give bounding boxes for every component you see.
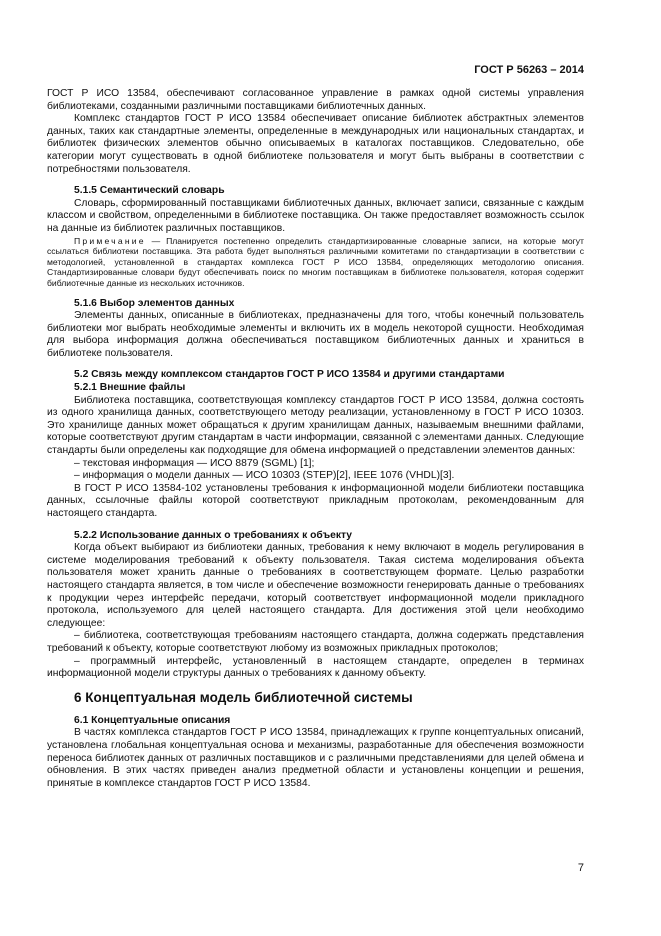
paragraph: Словарь, сформированный поставщиками библиотечных данных, включает записи, связанные с каждым классом и свойством, определенными в библиотеке поставщика. Он также предоставляет возможность ссылок на данные из библиотек различных поставщиков.	[47, 197, 584, 234]
page-number: 7	[577, 862, 584, 874]
paragraph: В ГОСТ Р ИСО 13584-102 установлены требования к информационной модели библиотеки поставщика данных, ссылочные файлы которой соответствуют прикладным протоколам, рекомендованным для настоящего стандарта.	[47, 482, 584, 519]
section-heading-6: 6 Концептуальная модель библиотечной системы	[74, 689, 413, 705]
list-item: – программный интерфейс, установленный в настоящем стандарте, определен в терминах информационной модели структуры данных о требованиях к данному объекту.	[47, 655, 584, 680]
note	[47, 236, 584, 289]
section-heading-5-2: 5.2 Связь между комплексом стандартов ГОСТ Р ИСО 13584 и другими стандартами	[74, 369, 505, 381]
list-item: – информация о модели данных — ИСО 10303 (STEP)[2], IEEE 1076 (VHDL)[3].	[74, 470, 455, 482]
note-label: Примечание	[74, 235, 146, 246]
list	[47, 630, 584, 680]
paragraph: Когда объект выбирают из библиотеки данных, требования к нему включают в модель регулирования в системе моделирования требований к объекту пользователя. Такая система моделирования объекта пользователя может хранить данные о требованиях в соответствующем формате. Целью разработки настоящего стандарта является, в том числе и обеспечение возможности генерировать данные о требованиях к продукции через интерфейс передачи, который соответствует информационной модели прикладного протокола, используемого для целей настоящего стандарта. Для достижения этой цели необходимо следующее:	[47, 542, 584, 629]
paragraph: Комплекс стандартов ГОСТ Р ИСО 13584 обеспечивает описание библиотек абстрактных элементов данных, таких как стандартные элементы, определенные в международных или национальных стандартах, и библиотек физических элементов обычно описываемых в каталогах поставщиков. Следовательно, обе категории могут существовать в одной библиотеке пользователя и могут быть выбраны в соответствии с потребностями пользователя.	[47, 113, 584, 175]
section-heading-5-1-5: 5.1.5 Семантический словарь	[74, 185, 225, 197]
paragraph: Элементы данных, описанные в библиотеках, предназначены для того, чтобы конечный пользователь библиотеки мог выбрать необходимые элементы и включить их в модель некоторой сущности. Необходимая для выбора информация должна обеспечиваться поставщиком библиотечных данных и храниться в библиотеке пользователя.	[47, 310, 584, 359]
note-text: — Планируется постепенно определить стандартизированные словарные записи, на которые могут ссылаться библиотеки поставщика. Эта работа будет выполняться различными комитетами по стандартизации в соответствии с методологией, установленной в стандартах комплекса ГОСТ Р ИСО 13584, определяющих методологию описания. Стандартизированные словари будут обеспечивать поиск по многим поставщикам в библиотеке пользователя, которая содержит библиотечные данные из нескольких источников.	[47, 235, 584, 288]
document-header: ГОСТ Р 56263 – 2014	[474, 64, 584, 76]
paragraph: Библиотека поставщика, соответствующая комплексу стандартов ГОСТ Р ИСО 13584, должна состоять из одного хранилища данных, соответствующего методу реализации, установленному в ГОСТ Р ИСО 10303. Это хранилище данных может обращаться к другим хранилищам данных, называемым внешними файлами, которые соответствуют другим стандартам в части информации, связанной с элементами данных. Следующие стандарты были определены как подходящие для обмена информацией о представлении элементов данных:	[47, 394, 584, 457]
list	[47, 458, 584, 483]
section-heading-5-1-6: 5.1.6 Выбор элементов данных	[74, 297, 235, 309]
document-body	[47, 88, 584, 790]
paragraph: В частях комплекса стандартов ГОСТ Р ИСО 13584, принадлежащих к группе концептуальных описаний, установлена глобальная концептуальная основа и механизмы, разработанные для обеспечения возможности переноса библиотек данных от различных поставщиков и с различными представлениями для целей обмена и обновления. В этих частях приведен анализ предметной области и установлены концепции и решения, принятые в комплексе стандартов ГОСТ Р ИСО 13584.	[47, 727, 584, 789]
section-heading-6-1: 6.1 Концептуальные описания	[74, 714, 231, 726]
section-heading-5-2-1: 5.2.1 Внешние файлы	[74, 382, 186, 394]
section-heading-5-2-2: 5.2.2 Использование данных о требованиях к объекту	[74, 529, 353, 541]
list-item: – библиотека, соответствующая требованиям настоящего стандарта, должна содержать представления требований к объекту, которые соответствуют любому из возможных прикладных протоколов;	[47, 630, 584, 654]
list-item: – текстовая информация — ИСО 8879 (SGML) [1];	[74, 457, 315, 469]
paragraph: ГОСТ Р ИСО 13584, обеспечивают согласованное управление в рамках одной системы управления библиотеками, созданными различными поставщиками библиотечных данных.	[47, 88, 584, 112]
